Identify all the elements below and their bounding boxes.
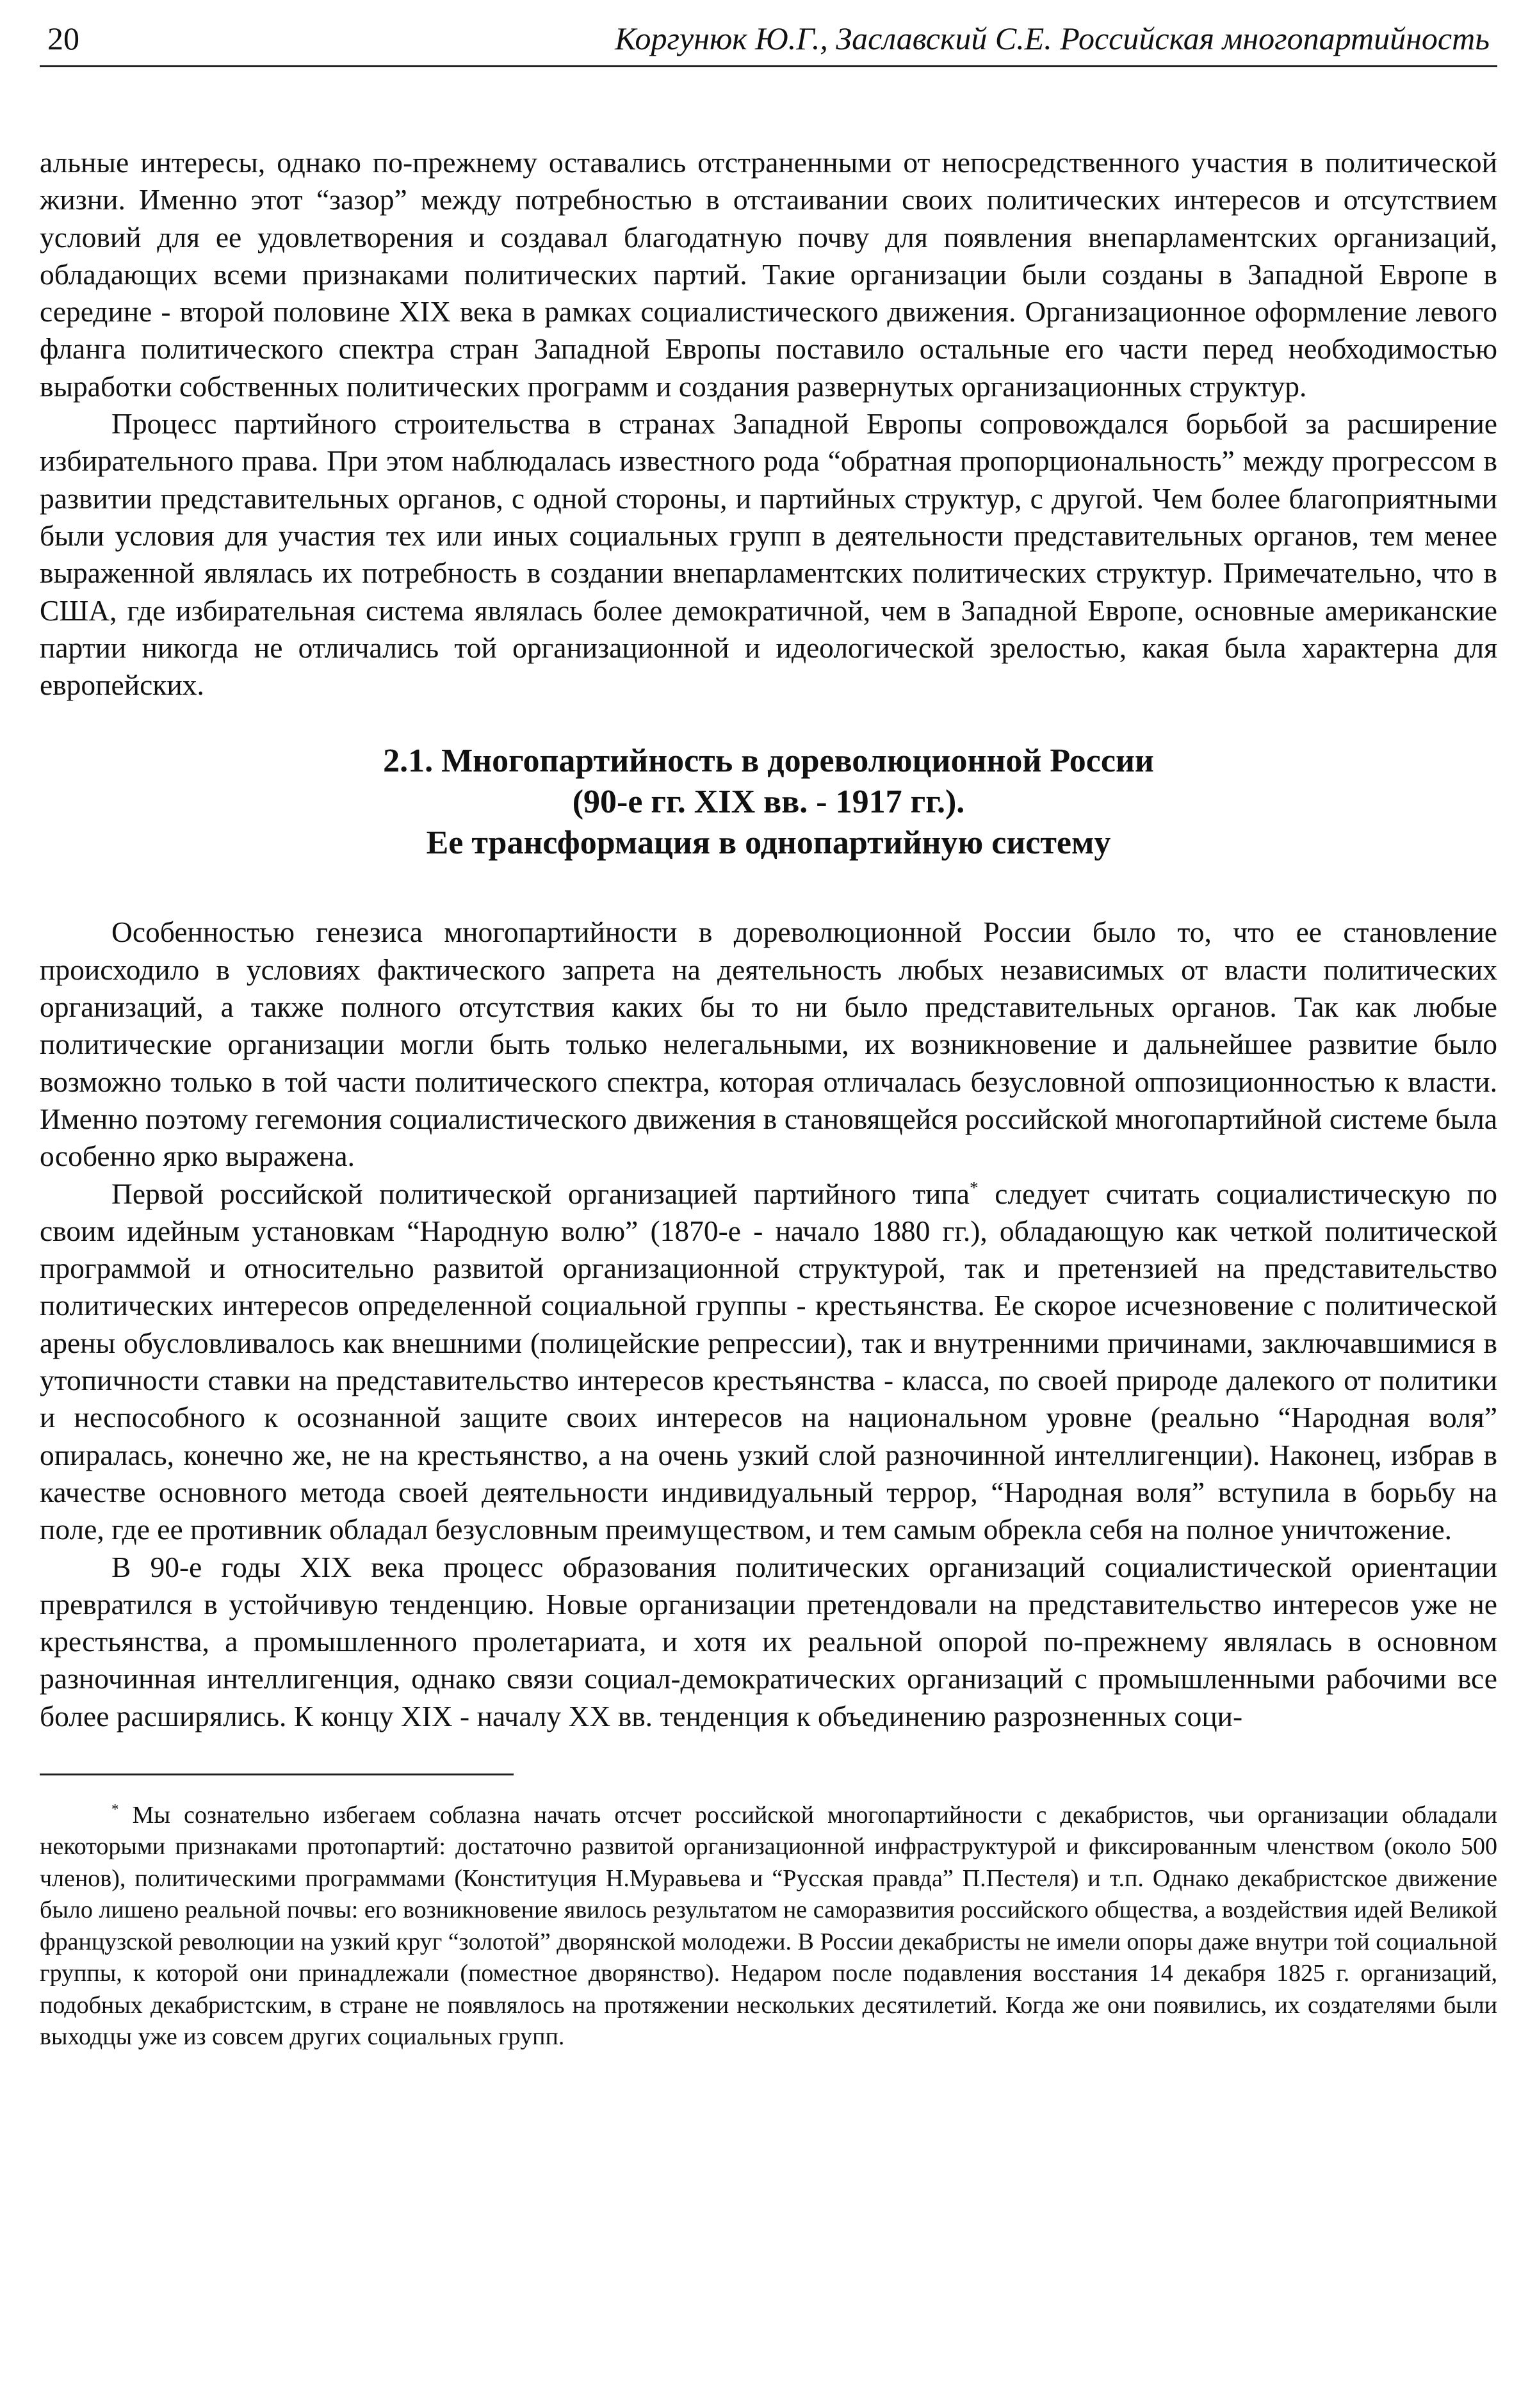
section-heading-line: Ее трансформация в однопартийную систему: [426, 825, 1111, 862]
book-page: [40, 14, 1497, 2383]
main-text: [40, 144, 1497, 2053]
paragraph: Процесс партийного строительства в странах Западной Европы сопровождался борьбой за расширение избирательного права. При этом наблюдалась известного рода “обратная пропорциональность” между прогрессом в развитии представительных органов, с одной стороны, и партийных структур, с другой. Чем более благоприятными были условия для участия тех или иных социальных групп в деятельности представительных органов, тем менее выраженной являлась их потребность в создании внепарламентских политических структур. Примечательно, что в США, где избирательная система являлась более демократичной, чем в Западной Европе, основные американские партии никогда не отличались той организационной и идеологической зрелостью, какая была характерна для европейских.: [40, 407, 1497, 702]
footnote-marker: *: [111, 1801, 119, 1818]
footnote-text: Мы сознательно избегаем соблазна начать отсчет российской многопартийности с декабристов, чьи организации обладали некоторыми признаками протопартий: достаточно развитой организационной инфраструктурой и фиксированным членством (около 500 членов), политическими программами (Конституция Н.Муравьева и “Русская правда” П.Пестеля) и т.п. Однако декабристское движение было лишено реальной почвы: его возникновение явилось результатом не саморазвития российского общества, а воздействия идей Великой французской революции на узкий круг “золотой” дворянской молодежи. В России декабристы не имели опоры даже внутри той социальной группы, к которой они принадлежали (поместное дворянство). Недаром после подавления восстания 14 декабря 1825 г. организаций, подобных декабристским, в стране не появлялось на протяжении нескольких десятилетий. Когда же они появились, их создателями были выходцы уже из совсем других социальных групп.: [40, 1801, 1497, 2051]
paragraph: [40, 1176, 1497, 1549]
paragraph-text: следует считать социалистическую по своим идейным установкам “Народную волю” (1870-е - начало 1880 гг.), обладающую как четкой политической программой и относительно развитой организационной структурой, так и претензией на представительство политических интересов определенной социальной группы - крестьянства. Ее скорое исчезновение с политической арены обусловливалось как внешними (полицейские репрессии), так и внутренними причинами, заключавшимися в утопичности ставки на представительство интересов крестьянства - класса, по своей природе далекого от политики и неспособного к осознанной защите своих интересов на национальном уровне (реально “Народная воля” опиралась, конечно же, не на крестьянство, а на очень узкий слой разночинной интеллигенции). Наконец, избрав в качестве основного метода своей деятельности индивидуальный террор, “Народная воля” вступила в борьбу на поле, где ее противник обладал безусловным преимуществом, и тем самым обрекла себя на полное уничтожение.: [40, 1177, 1497, 1546]
page-number: 20: [47, 20, 79, 56]
footnote-divider: [40, 1774, 514, 1775]
footnote-reference[interactable]: *: [969, 1177, 979, 1197]
paragraph-continued: альные интересы, однако по-прежнему оставались отстраненными от непосредственного участия в политической жизни. Именно этот “зазор” между потребностью в отстаивании своих политических интересов и отсутствием условий для ее удовлетворения и создавал благодатную почву для появления внепарламентских организаций, обладающих всеми признаками политических партий. Такие организации были созданы в Западной Европе в середине - второй половине XIX века в рамках социалистического движения. Организационное оформление левого фланга политического спектра стран Западной Европы поставило остальные его части перед необходимостью выработки собственных политических программ и создания развернутых организационных структур.: [40, 146, 1497, 403]
running-header: [40, 14, 1497, 67]
paragraph: В 90-е годы XIX века процесс образования политических организаций социалистической ориентации превратился в устойчивую тенденцию. Новые организации претендовали на представительство интересов уже не крестьянства, а промышленного пролетариата, и хотя их реальной опорой по-прежнему являлась в основном разночинная интеллигенция, однако связи социал-демократических организаций с промышленными рабочими все более расширялись. К концу XIX - началу XX вв. тенденция к объединению разрозненных соци-: [40, 1550, 1497, 1733]
running-title: Коргунюк Ю.Г., Заславский С.Е. Российская многопартийность: [615, 20, 1490, 56]
section-heading-line: (90-е гг. XIX вв. - 1917 гг.).: [572, 784, 965, 821]
paragraph: Особенностью генезиса многопартийности в дореволюционной России было то, что ее становление происходило в условиях фактического запрета на деятельность любых независимых от власти политических организаций, а также полного отсутствия каких бы то ни было представительных органов. Так как любые политические организации могли быть только нелегальными, их возникновение и дальнейшее развитие было возможно только в той части политического спектра, которая отличалась безусловной оппозиционностью к власти. Именно поэтому гегемония социалистического движения в становящейся российской многопартийной системе была особенно ярко выражена.: [40, 916, 1497, 1173]
section-heading: [40, 741, 1497, 864]
section-heading-line: 2.1. Многопартийность в дореволюционной России: [383, 743, 1154, 780]
paragraph-text: Первой российской политической организацией партийного типа: [111, 1177, 970, 1210]
footnote: [40, 1800, 1497, 2053]
